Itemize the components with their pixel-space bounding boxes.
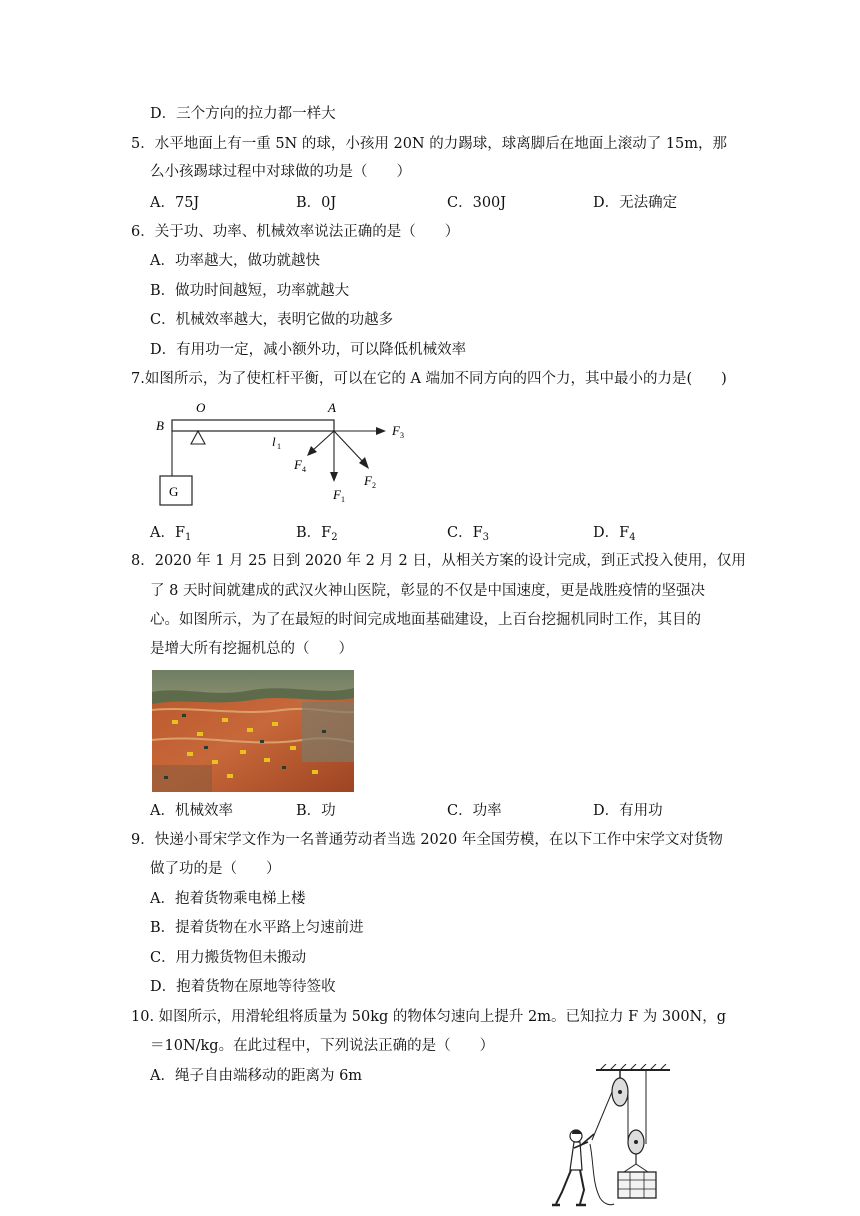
svg-text:1: 1 — [277, 442, 281, 451]
q6-stem: 6．关于功、功率、机械效率说法正确的是（ ） — [131, 224, 460, 240]
q7-stem: 7.如图所示，为了使杠杆平衡，可以在它的 A 端加不同方向的四个力，其中最小的力是( ) — [131, 371, 727, 387]
q6-option-c: C．机械效率越大，表明它做的功越多 — [150, 312, 394, 328]
label-l1 — [272, 434, 281, 451]
q5-option-d: D．无法确定 — [593, 195, 678, 211]
q8-stem-line1: 8．2020 年 1 月 25 日到 2020 年 2 月 2 日，从相关方案的设计完成，到正式投入使用，仅用 — [131, 553, 746, 569]
svg-text:4: 4 — [302, 465, 306, 474]
q9-option-b: B．提着货物在水平路上匀速前进 — [150, 920, 364, 936]
q5-stem-line1: 5．水平地面上有一重 5N 的球，小孩用 20N 的力踢球，球离脚后在地面上滚动了 15m，那 — [131, 136, 728, 152]
label-F3 — [391, 423, 404, 440]
label-G: G — [169, 484, 179, 499]
q9-option-c: C．用力搬货物但未搬动 — [150, 950, 307, 966]
q6-option-b: B．做功时间越短，功率就越大 — [150, 283, 350, 299]
q8-option-c: C．功率 — [447, 803, 502, 819]
q5-option-a: A．75J — [150, 195, 200, 211]
label-B: B — [156, 418, 164, 433]
q6-option-a: A．功率越大，做功就越快 — [150, 253, 320, 269]
q9-option-a: A．抱着货物乘电梯上楼 — [150, 891, 306, 907]
svg-text:F: F — [392, 423, 400, 438]
q9-stem-line1: 9．快递小哥宋学文作为一名普通劳动者当选 2020 年全国劳模，在以下工作中宋学文对货物 — [131, 832, 723, 848]
q5-option-c: C．300J — [447, 195, 507, 211]
label-A: A — [328, 400, 336, 415]
lever-diagram — [150, 396, 420, 514]
svg-text:2: 2 — [372, 481, 376, 490]
q10-option-a: A．绳子自由端移动的距离为 6m — [150, 1068, 363, 1084]
q8-stem-line4: 是增大所有挖掘机总的（ ） — [150, 641, 353, 657]
q5-option-b: B．0J — [296, 195, 337, 211]
label-F4 — [293, 457, 306, 474]
q7-option-d: D．$F_4$ — [593, 525, 636, 543]
svg-text:F: F — [333, 487, 341, 502]
q10-stem-line2: ＝10N/kg。在此过程中，下列说法正确的是（ ） — [150, 1038, 495, 1054]
q7-option-b: B．$F_2$ — [296, 525, 338, 543]
q9-option-d: D．抱着货物在原地等待签收 — [150, 979, 336, 995]
q5-stem-line2: 么小孩踢球过程中对球做的功是（ ） — [150, 164, 411, 180]
q4-option-d: D．三个方向的拉力都一样大 — [150, 106, 336, 122]
q8-option-d: D．有用功 — [593, 803, 663, 819]
label-F2 — [363, 473, 376, 490]
label-O: O — [196, 400, 206, 415]
svg-text:F: F — [294, 457, 302, 472]
q8-stem-line3: 心。如图所示，为了在最短的时间完成地面基础建设，上百台挖掘机同时工作，其目的 — [150, 612, 701, 628]
svg-text:1: 1 — [341, 495, 345, 504]
svg-text:F: F — [364, 473, 372, 488]
q10-stem-line1: 10. 如图所示，用滑轮组将质量为 50kg 的物体匀速向上提升 2m。已知拉力 F 为 300N，g — [131, 1009, 727, 1025]
q9-stem-line2: 做了功的是（ ） — [150, 861, 281, 877]
q8-option-b: B．功 — [296, 803, 336, 819]
svg-text:3: 3 — [400, 431, 404, 440]
q7-option-a: A．$F_1$ — [150, 525, 192, 543]
q8-option-a: A．机械效率 — [150, 803, 233, 819]
label-F1 — [332, 487, 345, 504]
q7-option-c: C．$F_3$ — [447, 525, 490, 543]
pulley-figure — [548, 1064, 678, 1212]
q8-stem-line2: 了 8 天时间就建成的武汉火神山医院，彰显的不仅是中国速度，更是战胜疫情的坚强决 — [150, 583, 705, 599]
construction-site-photo — [152, 670, 354, 792]
q6-option-d: D．有用功一定，减小额外功，可以降低机械效率 — [150, 342, 467, 358]
svg-text:l: l — [272, 434, 276, 449]
